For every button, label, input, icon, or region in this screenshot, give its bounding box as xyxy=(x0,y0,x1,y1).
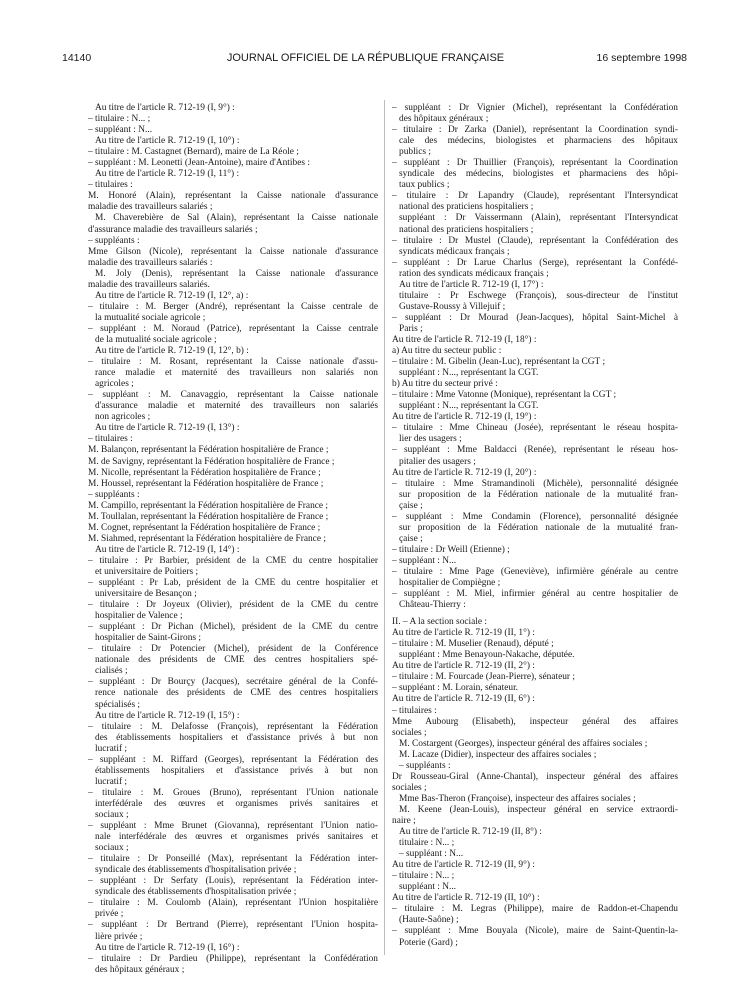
text-line: – suppléant : Pr Lab, président de la CME du centre hospitalier et xyxy=(88,578,378,589)
text-line: titulaire : Pr Eschwege (François), sous-directeur de l'institut xyxy=(399,290,678,301)
text-line: sociaux ; xyxy=(95,843,129,854)
text-line: – suppléants : xyxy=(88,489,140,500)
text-line: établissements hospitaliers et d'assistance privés à but non xyxy=(95,765,378,776)
text-line: Au titre de l'article R. 712-19 (I, 18°) : xyxy=(392,334,537,345)
text-line: Au titre de l'article R. 712-19 (I, 20°) : xyxy=(392,467,537,478)
text-line: M. Houssel, représentant la Fédération hospitalière de France ; xyxy=(88,478,324,489)
text-line: Château-Thierry : xyxy=(399,600,466,611)
text-line: nationale des présidents de CME des centres hospitaliers spé- xyxy=(95,655,378,666)
text-line: naire ; xyxy=(392,816,416,826)
text-line: – titulaire : Mme Chineau (Josée), représentant le réseau hospita- xyxy=(392,423,678,434)
text-line: M. Balançon, représentant la Fédération hospitalière de France ; xyxy=(88,445,329,456)
text-line: – titulaire : M. Delafosse (François), représentant la Fédération xyxy=(88,721,378,732)
text-line: Au titre de l'article R. 712-19 (II, 2°) : xyxy=(392,661,535,672)
text-line: – titulaire : Mme Stramandinoli (Michèle), personnalité désignée xyxy=(392,478,678,489)
text-line: cale des médecins, biologistes et pharmaciens des hôpitaux xyxy=(399,136,678,147)
text-line: sociaux ; xyxy=(95,810,129,820)
journal-title: JOURNAL OFFICIEL DE LA RÉPUBLIQUE FRANÇAISE xyxy=(226,52,505,64)
text-line: nale interfédérale des œuvres et organismes privés sanitaires et xyxy=(95,832,378,843)
text-line: hospitalier de Compiègne ; xyxy=(399,578,501,589)
text-line: – titulaire : N... ; xyxy=(392,871,455,882)
text-line: Paris ; xyxy=(399,323,423,334)
text-line: – suppléant : Dr Bertrand (Pierre), représentant l'Union hospita- xyxy=(88,920,378,931)
text-line: – titulaire : M. Muselier (Renaud), député ; xyxy=(392,639,554,650)
text-line: çaise ; xyxy=(399,533,423,544)
text-line: la mutualité sociale agricole ; xyxy=(95,312,206,323)
text-line: b) Au titre du secteur privé : xyxy=(392,379,498,390)
text-line: M. Honoré (Alain), représentant la Caisse nationale d'assurance xyxy=(88,191,378,202)
text-line: çaise ; xyxy=(399,500,423,511)
text-line: Mme Bas-Theron (Françoise), inspecteur des affaires sociales ; xyxy=(399,793,636,804)
text-line: – titulaire : M. Legras (Philippe), maire de Raddon-et-Chapendu xyxy=(392,904,678,915)
text-line: Au titre de l'article R. 712-19 (II, 1°) : xyxy=(392,628,535,639)
text-line: M. Keene (Jean-Louis), inspecteur général en service extraordi- xyxy=(399,804,678,815)
text-line: Au titre de l'article R. 712-19 (I, 12°, a) : xyxy=(95,290,249,301)
publication-date: 16 septembre 1998 xyxy=(596,52,687,64)
text-line: des hôpitaux généraux ; xyxy=(399,114,489,125)
text-line: – titulaire : M. Fourcade (Jean-Pierre), sénateur ; xyxy=(392,672,576,683)
text-line: – suppléant : Dr Thuillier (François), représentant la Coordination xyxy=(392,158,678,169)
text-line: – titulaire : Dr Pardieu (Philippe), représentant la Confédération xyxy=(88,953,378,964)
text-line: Au titre de l'article R. 712-19 (I, 13°) : xyxy=(95,423,240,434)
text-line: Au titre de l'article R. 712-19 (I, 9°) : xyxy=(95,103,235,113)
text-line: – titulaire : Pr Barbier, président de la CME du centre hospitalier xyxy=(88,555,378,566)
text-line: M. Siahmed, représentant la Fédération hospitalière de France ; xyxy=(88,533,326,544)
column-divider xyxy=(384,100,385,955)
text-line: Dr Rousseau-Giral (Anne-Chantal), inspecteur général des affaires xyxy=(392,771,678,782)
text-line: syndicale des établissements d'hospitalisation privée ; xyxy=(95,865,297,876)
text-line: ration des syndicats médicaux français ; xyxy=(399,268,549,279)
text-line: Au titre de l'article R. 712-19 (I, 11°) : xyxy=(95,169,240,180)
text-line: rance maladie et maternité des travailleurs non salariés non xyxy=(95,368,378,379)
text-line: Au titre de l'article R. 712-19 (II, 8°) : xyxy=(399,827,542,838)
text-line: – titulaire : Dr Potencier (Michel), président de la Conférence xyxy=(88,644,378,655)
text-line: – titulaire : Mme Page (Geneviève), infirmière générale au centre xyxy=(392,566,678,577)
text-line: lière privée ; xyxy=(95,931,143,942)
text-line: sur proposition de la Fédération nationale de la mutualité fran- xyxy=(399,489,678,500)
text-line: – titulaire : Dr Mustel (Claude), représentant la Confédération des xyxy=(392,235,678,246)
text-line: suppléant : Dr Vaissermann (Alain), représentant l'Intersyndicat xyxy=(399,213,678,224)
text-line: – suppléant : Mme Baldacci (Renée), représentant le réseau hos- xyxy=(392,445,678,456)
text-line: hospitalier de Saint-Girons ; xyxy=(95,633,201,644)
text-line: – suppléant : N... xyxy=(88,125,153,136)
text-line: – suppléant : Dr Pichan (Michel), président de la CME du centre xyxy=(88,622,378,633)
text-line: national des praticiens hospitaliers ; xyxy=(399,224,534,235)
text-line: – suppléant : M. Noraud (Patrice), représentant la Caisse centrale xyxy=(88,323,378,334)
text-line: – suppléant : M. Lorain, sénateur. xyxy=(392,683,519,694)
text-line: de la mutualité sociale agricole ; xyxy=(95,334,217,345)
text-line: M. Joly (Denis), représentant la Caisse nationale d'assurance xyxy=(95,268,378,279)
text-line: – suppléant : Dr Serfaty (Louis), représentant la Fédération inter- xyxy=(88,876,378,887)
text-line: sociales ; xyxy=(392,727,427,738)
text-line: – suppléant : M. Miel, infirmier général au centre hospitalier de xyxy=(392,589,678,600)
text-line: – titulaires : xyxy=(88,434,133,445)
text-line: syndicats médicaux français ; xyxy=(399,246,510,257)
text-line: M. Lacaze (Didier), inspecteur des affaires sociales ; xyxy=(399,749,597,760)
text-line: des hôpitaux généraux ; xyxy=(95,964,185,975)
text-line: non agricoles ; xyxy=(95,412,151,423)
text-line: – suppléants : xyxy=(399,760,451,771)
text-line: Au titre de l'article R. 712-19 (II, 9°) : xyxy=(392,860,535,871)
text-line: agricoles ; xyxy=(95,379,134,390)
text-line: M. Toullalan, représentant la Fédération hospitalière de France ; xyxy=(88,511,329,522)
text-line: M. de Savigny, représentant la Fédération hospitalière de France ; xyxy=(88,456,335,467)
text-line: suppléant : Mme Benayoun-Nakache, députée. xyxy=(399,650,575,661)
text-line: Au titre de l'article R. 712-19 (II, 6°) : xyxy=(392,694,535,705)
text-line: universitaire de Besançon ; xyxy=(95,589,197,600)
text-line: – titulaire : M. Gibelin (Jean-Luc), représentant la CGT ; xyxy=(392,357,606,368)
text-line: Au titre de l'article R. 712-19 (I, 19°) : xyxy=(392,412,537,423)
text-line: privée ; xyxy=(95,909,124,920)
text-line: suppléant : N..., représentant la CGT. xyxy=(399,401,539,412)
text-line: – suppléant : Dr Mourad (Jean-Jacques), hôpital Saint-Michel à xyxy=(392,312,678,323)
text-line: – suppléant : Dr Bourçy (Jacques), secrétaire général de la Confé- xyxy=(88,677,378,688)
text-line: spécialisés ; xyxy=(95,699,141,710)
text-line: national des praticiens hospitaliers ; xyxy=(399,202,534,213)
text-line: Mme Aubourg (Elisabeth), inspecteur général des affaires xyxy=(392,716,678,727)
text-line: – titulaire : M. Castagnet (Bernard), maire de La Réole ; xyxy=(88,147,299,158)
text-line: Au titre de l'article R. 712-19 (I, 17°) : xyxy=(399,279,544,290)
text-line: taux publics ; xyxy=(399,180,450,191)
text-line: – suppléant : Mme Brunet (Giovanna), représentant l'Union natio- xyxy=(88,821,378,832)
text-line: syndicale des établissements d'hospitalisation privée ; xyxy=(95,887,297,898)
text-line: Mme Gilson (Nicole), représentant la Caisse nationale d'assurance xyxy=(88,246,378,257)
text-line: M. Costargent (Georges), inspecteur général des affaires sociales ; xyxy=(399,738,648,749)
text-line: sociales ; xyxy=(392,782,427,793)
text-line: – suppléant : M. Riffard (Georges), représentant la Fédération des xyxy=(88,754,378,765)
page-number: 14140 xyxy=(62,52,92,64)
text-line: lier des usagers ; xyxy=(399,434,462,445)
text-line: M. Cognet, représentant la Fédération hospitalière de France ; xyxy=(88,522,321,533)
text-line: maladie des travailleurs salariés ; xyxy=(88,202,213,213)
text-line: – titulaire : Dr Ponseillé (Max), représentant la Fédération inter- xyxy=(88,854,378,865)
text-line: a) Au titre du secteur public : xyxy=(392,346,502,357)
text-line: – titulaire : M. Berger (André), représentant la Caisse centrale de xyxy=(88,301,378,312)
text-line: lucratif ; xyxy=(95,776,128,787)
text-line: Au titre de l'article R. 712-19 (I, 10°) : xyxy=(95,136,240,147)
left-text-column xyxy=(88,103,378,976)
text-line: – suppléant : Dr Larue Charlus (Serge), représentant la Confédé- xyxy=(392,257,678,268)
text-line: – suppléants : xyxy=(88,235,140,246)
text-line: Au titre de l'article R. 712-19 (I, 15°) : xyxy=(95,710,240,721)
text-line: titulaire : N... ; xyxy=(399,838,455,849)
text-line: II. – A la section sociale : xyxy=(392,617,488,628)
text-line: – titulaire : M. Coulomb (Alain), représentant l'Union hospitalière xyxy=(88,898,378,909)
text-line: suppléant : N... xyxy=(399,882,457,893)
text-line: Au titre de l'article R. 712-19 (I, 16°) : xyxy=(95,942,240,953)
text-line: Au titre de l'article R. 712-19 (I, 12°, b) : xyxy=(95,346,249,357)
text-line: d'assurance maladie et maternité des travailleurs non salariés xyxy=(95,401,378,412)
text-line: – suppléant : M. Canavaggio, représentant la Caisse nationale xyxy=(88,390,378,401)
text-line: – titulaire : Mme Vatonne (Monique), représentant la CGT ; xyxy=(392,390,617,401)
text-line: – suppléant : Dr Vignier (Michel), représentant la Confédération xyxy=(392,103,678,113)
text-line: interfédérale des œuvres et organismes privés sanitaires et xyxy=(95,798,378,809)
right-text-column xyxy=(392,103,678,949)
text-line: pitalier des usagers ; xyxy=(399,456,476,467)
text-line: – suppléant : Mme Condamin (Florence), personnalité désignée xyxy=(392,511,678,522)
text-line: Au titre de l'article R. 712-19 (II, 10°) : xyxy=(392,893,540,904)
text-line: – titulaire : Dr Joyeux (Olivier), président de la CME du centre xyxy=(88,600,378,611)
text-line: Au titre de l'article R. 712-19 (I, 14°) : xyxy=(95,544,240,555)
text-line: – titulaire : Dr Zarka (Daniel), représentant la Coordination syndi- xyxy=(392,125,678,136)
text-line: suppléant : N..., représentant la CGT. xyxy=(399,368,539,379)
text-line: hospitalier de Valence ; xyxy=(95,611,183,622)
text-line: M. Campillo, représentant la Fédération hospitalière de France ; xyxy=(88,500,329,511)
text-line: – titulaires : xyxy=(392,705,437,716)
text-line: publics ; xyxy=(399,147,432,158)
text-line: – titulaires : xyxy=(88,180,133,191)
text-line: syndicale des médecins, biologistes et pharmaciens des hôpi- xyxy=(399,169,678,180)
text-line: d'assurance maladie des travailleurs salariés ; xyxy=(88,224,258,235)
text-line: Poterie (Gard) ; xyxy=(399,937,458,948)
text-line: des établissements hospitaliers et d'assistance privés à but non xyxy=(95,732,378,743)
text-line: M. Chaverebière de Sal (Alain), représentant la Caisse nationale xyxy=(95,213,378,224)
text-line: – titulaire : N... ; xyxy=(88,114,151,125)
text-line: (Haute-Saône) ; xyxy=(399,915,459,926)
text-line: Gustave-Roussy à Villejuif ; xyxy=(399,301,506,312)
text-line: – titulaire : M. Rosant, représentant la Caisse nationale d'assu- xyxy=(88,357,378,368)
text-line: – suppléant : M. Leonetti (Jean-Antoine), maire d'Antibes : xyxy=(88,158,310,169)
text-line: – suppléant : N... xyxy=(399,849,464,860)
text-line: – titulaire : Dr Lapandry (Claude), représentant l'Intersyndicat xyxy=(392,191,678,202)
text-line: M. Nicolle, représentant la Fédération hospitalière de France ; xyxy=(88,467,321,478)
text-line: rence nationale des présidents de CME des centres hospitaliers xyxy=(95,688,378,699)
text-line: maladie des travailleurs salariés : xyxy=(88,257,213,268)
text-line: – titulaire : Dr Weill (Etienne) ; xyxy=(392,544,510,555)
text-line: et universitaire de Poitiers ; xyxy=(95,566,199,577)
text-line: – titulaire : M. Groues (Bruno), représentant l'Union nationale xyxy=(88,787,378,798)
text-line: sur proposition de la Fédération nationale de la mutualité fran- xyxy=(399,522,678,533)
text-line: lucratif ; xyxy=(95,743,128,754)
text-line: maladie des travailleurs salariés. xyxy=(88,279,210,290)
text-line: – suppléant : N... xyxy=(392,555,457,566)
text-line: cialisés ; xyxy=(95,666,128,677)
text-line: – suppléant : Mme Bouyala (Nicole), maire de Saint-Quentin-la- xyxy=(392,926,678,937)
